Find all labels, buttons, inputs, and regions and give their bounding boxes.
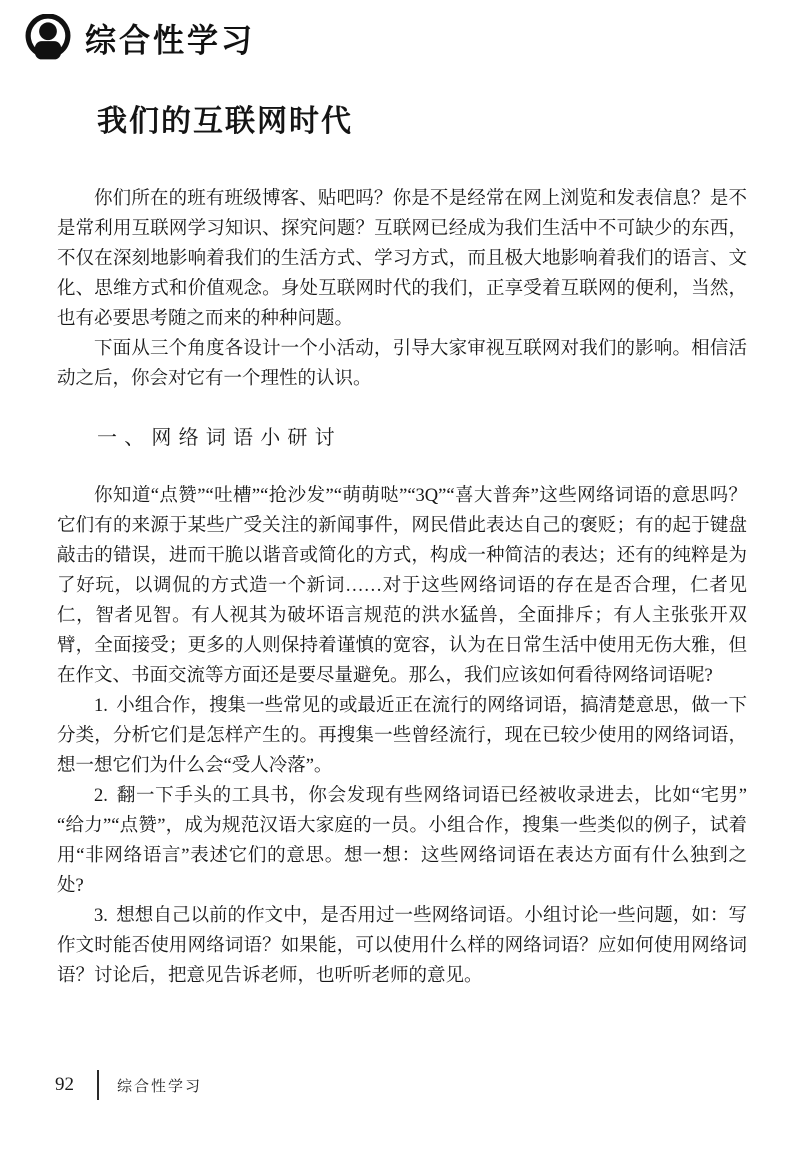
section-heading: 一、网络词语小研讨 [97, 427, 342, 449]
activity-item-1 [57, 691, 747, 781]
activity-text: 想想自己以前的作文中，是否用过一些网络词语。小组讨论一些问题，如：写作文时能否使用网络词语？如果能，可以使用什么样的网络词语？应如何使用网络词语？讨论后，把意见告诉老师，也听听老师的意见。 [57, 906, 747, 986]
activity-number: 3. [94, 906, 108, 926]
intro-paragraph-1: 你们所在的班有班级博客、贴吧吗？你是不是经常在网上浏览和发表信息？是不是常利用互联网学习知识、探究问题？互联网已经成为我们生活中不可缺少的东西，不仅在深刻地影响着我们的生活方式、学习方式，而且极大地影响着我们的语言、文化、思维方式和价值观念。身处互联网时代的我们，正享受着互联网的便利，当然，也有必要思考随之而来的种种问题。 [57, 189, 747, 329]
activity-item-2 [57, 781, 747, 901]
intro-paragraph-2: 下面从三个角度各设计一个小活动，引导大家审视互联网对我们的影响。相信活动之后，你会对它有一个理性的认识。 [57, 339, 747, 389]
activity-item-3 [57, 901, 747, 991]
activity-number: 1. [94, 696, 108, 716]
activity-text: 翻一下手头的工具书，你会发现有些网络词语已经被收录进去，比如“宅男”“给力”“点赞”，成为规范汉语大家庭的一员。小组合作，搜集一些类似的例子，试着用“非网络语言”表述它们的意思。想一想：这些网络词语在表达方面有什么独到之处? [57, 786, 747, 896]
unit-header-label: 综合性学习 [85, 21, 255, 59]
unit-header [24, 14, 255, 60]
page-number: 92 [55, 1074, 74, 1095]
page-footer [55, 1070, 202, 1100]
activity-number: 2. [94, 786, 108, 806]
footer-unit-label: 综合性学习 [117, 1077, 203, 1095]
activity-text: 小组合作，搜集一些常见的或最近正在流行的网络词语，搞清楚意思，做一下分类，分析它们是怎样产生的。再搜集一些曾经流行，现在已较少使用的网络词语，想一想它们为什么会“受人冷落”。 [57, 696, 747, 776]
footer-divider [97, 1070, 99, 1100]
section-lead-paragraph: 你知道“点赞”“吐槽”“抢沙发”“萌萌哒”“3Q”“喜大普奔”这些网络词语的意思吗？它们有的来源于某些广受关注的新闻事件，网民借此表达自己的褒贬；有的起于键盘敲击的错误，进而干脆以谐音或简化的方式，构成一种简洁的表达；还有的纯粹是为了好玩，以调侃的方式造一个新词……对于这些网络词语的存在是否合理，仁者见仁，智者见智。有人视其为破坏语言规范的洪水猛兽，全面排斥；有人主张张开双臂，全面接受；更多的人则保持着谨慎的宽容，认为在日常生活中使用无伤大雅，但在作文、书面交流等方面还是要尽量避免。那么，我们应该如何看待网络词语呢? [57, 486, 747, 686]
lesson-content [57, 184, 747, 991]
person-icon [24, 14, 72, 60]
lesson-title: 我们的互联网时代 [97, 105, 353, 138]
